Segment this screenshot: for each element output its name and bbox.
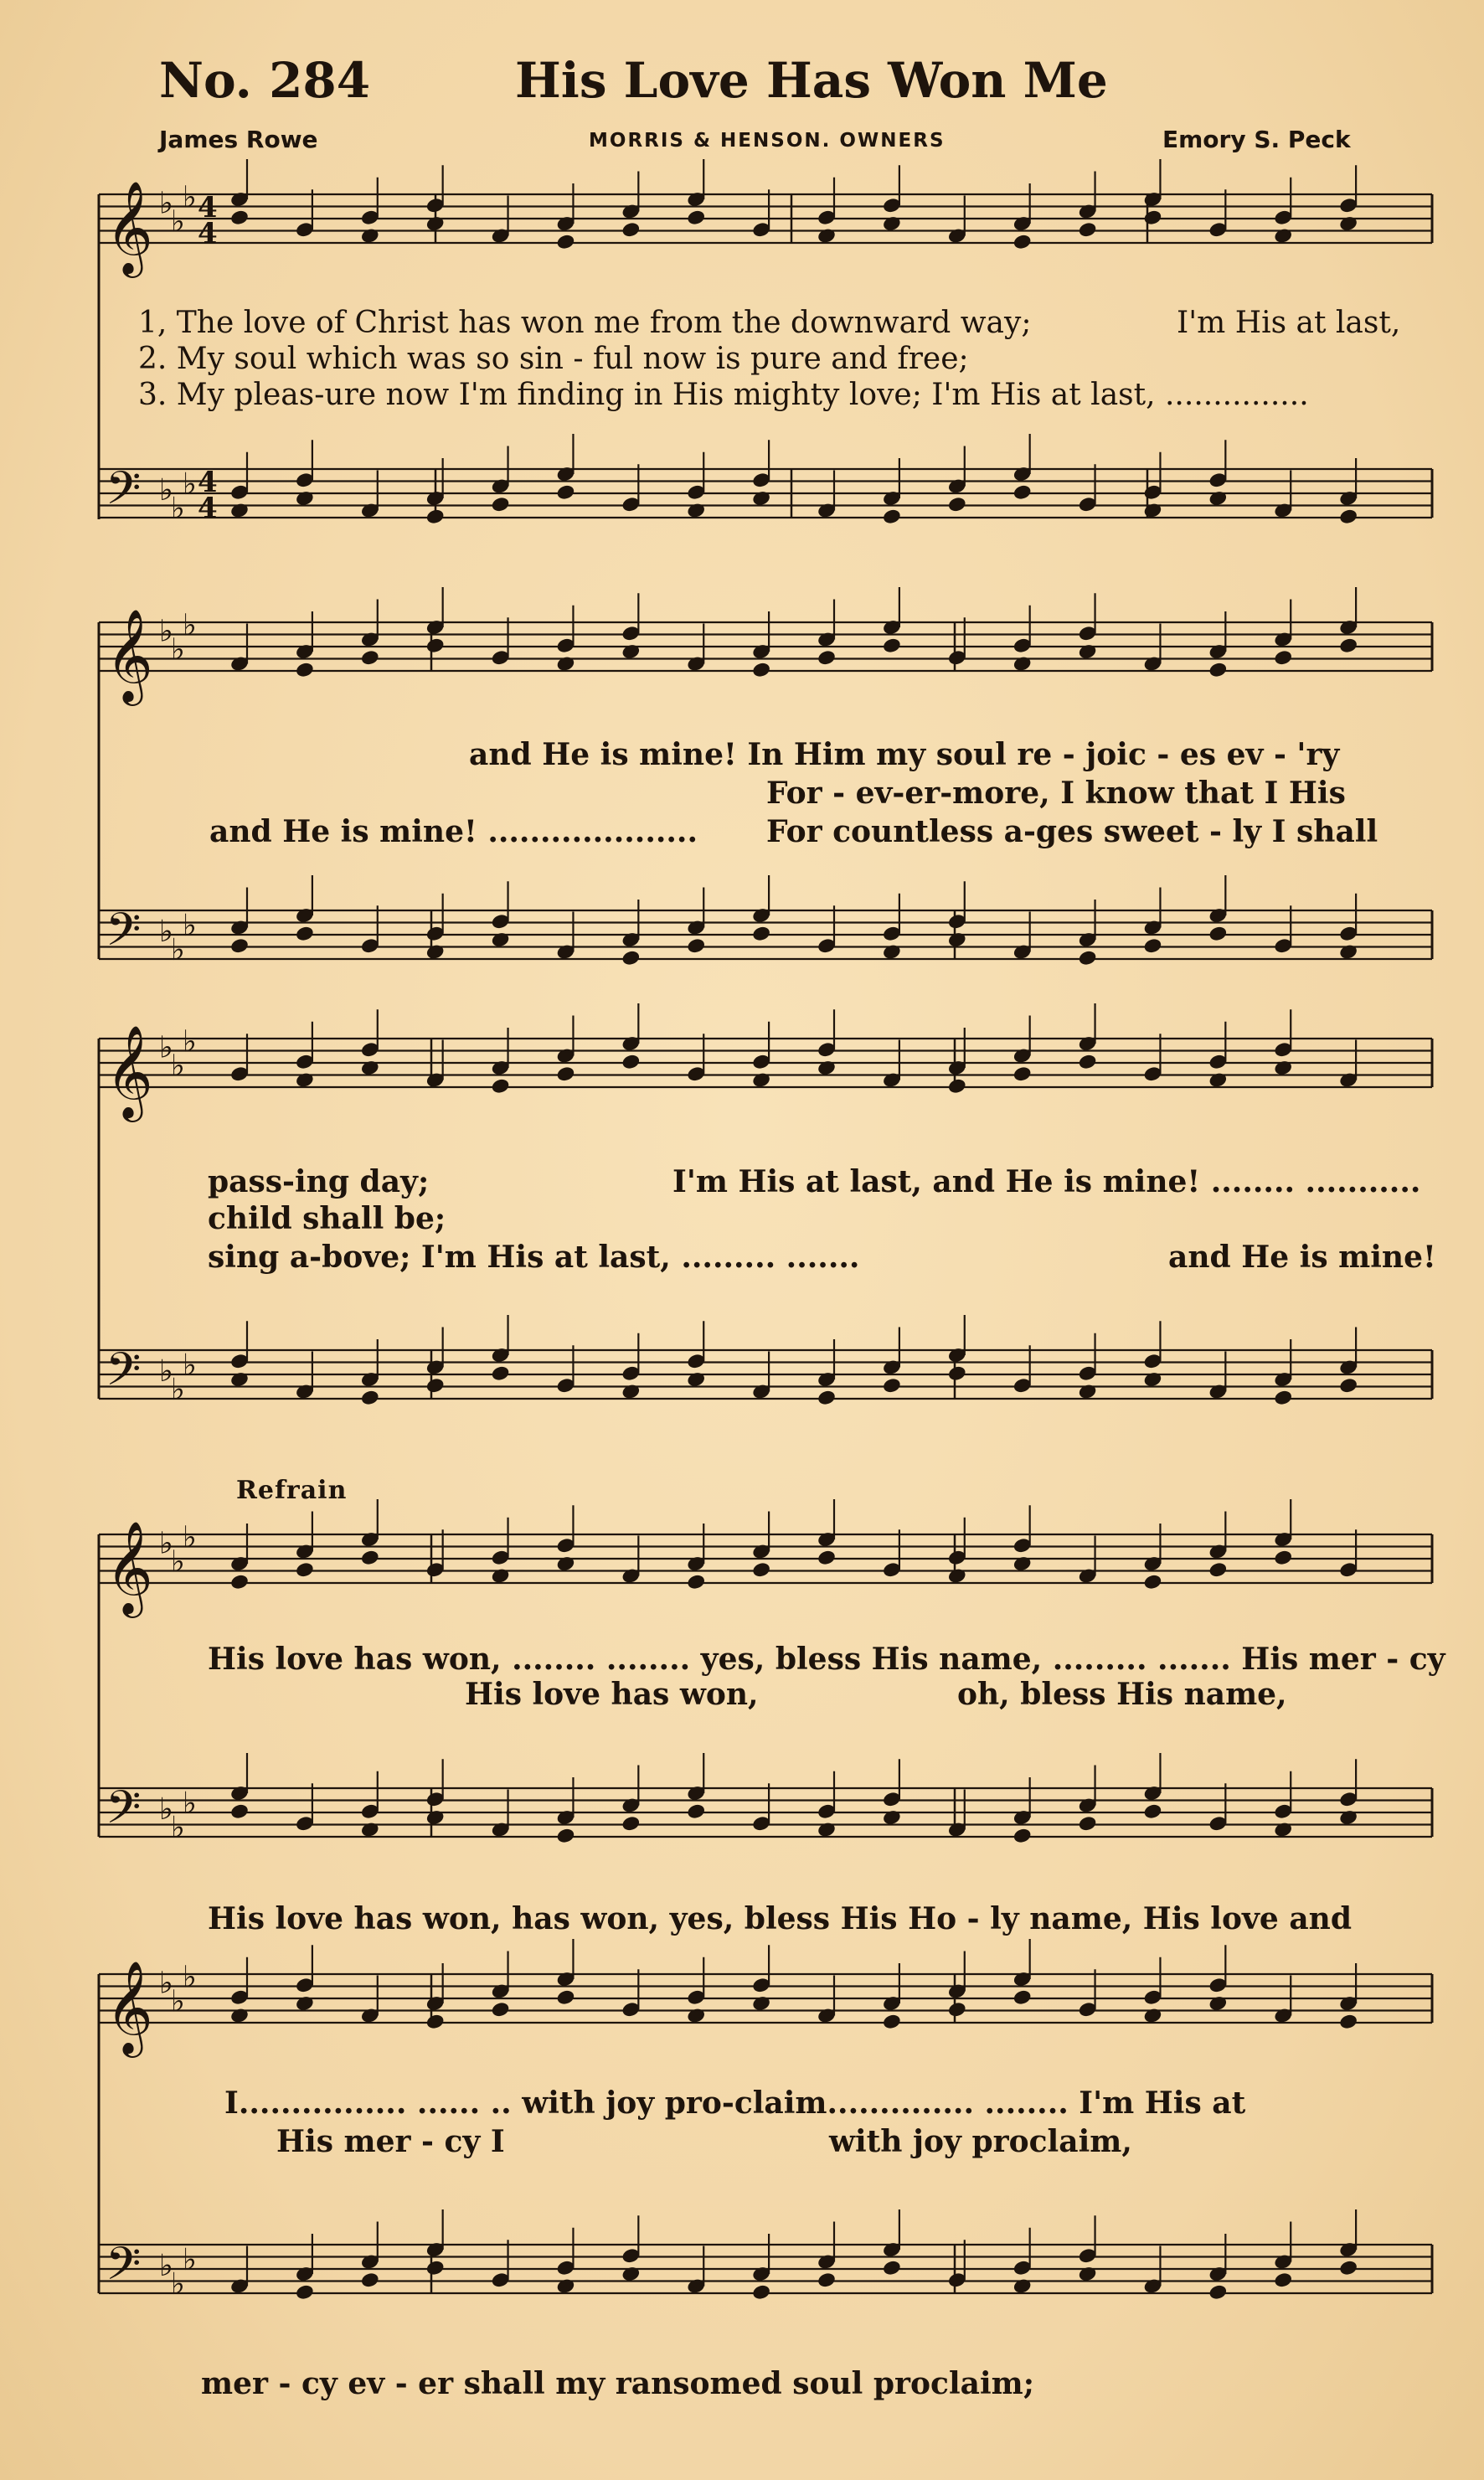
note-head [295, 1995, 315, 2013]
note-head [229, 502, 250, 519]
note-head [1142, 1573, 1162, 1591]
refrain-line-1-mid-b: oh, bless His name, [957, 1677, 1287, 1712]
time-signature-top: 4 [198, 466, 218, 499]
note-head [555, 233, 575, 250]
system-3-verse-2: child shall be; [208, 1201, 446, 1236]
note-head [817, 1389, 837, 1406]
system-3-verse-1a: pass-ing day; [208, 1164, 430, 1199]
note-head [1338, 215, 1358, 233]
note-head [1208, 2283, 1228, 2301]
verse-1-lyric: 1, The love of Christ has won me from the downward way; [138, 306, 1032, 340]
note-head [751, 1071, 771, 1089]
note-head [425, 215, 446, 233]
time-signature-top: 4 [198, 191, 218, 224]
flat-icon: ♭ [171, 632, 185, 668]
note-head [1208, 490, 1228, 508]
note-head [1078, 1053, 1098, 1070]
note-head [1142, 937, 1162, 955]
flat-icon: ♭ [159, 614, 173, 649]
note-head [751, 661, 771, 678]
flat-icon: ♭ [183, 1348, 197, 1383]
note-head [1338, 943, 1358, 961]
note-head [686, 2007, 706, 2024]
bass-clef-icon: 𝄢 [106, 1781, 142, 1845]
note-head [555, 2277, 575, 2295]
refrain-line-1-mid-a: His love has won, [465, 1677, 759, 1712]
note-head [1273, 1389, 1293, 1406]
note-head [882, 637, 902, 654]
note-head [229, 937, 250, 955]
system-2-verse-3a: and He is mine! .................... [209, 814, 698, 849]
note-head [817, 649, 837, 667]
note-head [1338, 1377, 1358, 1395]
note-head [555, 1555, 575, 1573]
note-head [295, 925, 315, 942]
flat-icon: ♭ [159, 2249, 173, 2283]
note-head [425, 508, 446, 525]
note-head [621, 643, 641, 661]
note-head [751, 2283, 771, 2301]
flat-icon: ♭ [159, 1526, 173, 1561]
note-head [1078, 1815, 1098, 1833]
note-head [425, 637, 446, 654]
note-head [751, 1995, 771, 2013]
note-head [491, 1567, 511, 1585]
note-head [491, 2001, 511, 2019]
flat-icon: ♭ [183, 2242, 197, 2277]
note-head [295, 2283, 315, 2301]
note-head [295, 490, 315, 508]
flat-icon: ♭ [171, 204, 185, 240]
lyricist-credit: James Rowe [159, 126, 318, 153]
flat-icon: ♭ [171, 1544, 185, 1580]
flat-icon: ♭ [171, 1372, 185, 1407]
note-head [686, 1802, 706, 1820]
note-head [555, 1988, 575, 2006]
note-head [1142, 2007, 1162, 2024]
note-head [621, 1383, 641, 1400]
note-head [1273, 1060, 1293, 1077]
note-head [555, 1065, 575, 1083]
note-head [229, 2007, 250, 2024]
note-head [947, 1567, 967, 1585]
note-head [491, 1364, 511, 1382]
note-head [686, 502, 706, 519]
note-head [555, 483, 575, 501]
treble-clef-icon: 𝄞 [106, 608, 153, 702]
verse-1-lyric-end: I'm His at last, [1177, 306, 1401, 340]
note-head [947, 1364, 967, 1382]
note-head [295, 661, 315, 678]
note-head [751, 490, 771, 508]
note-head [1338, 2013, 1358, 2030]
flat-icon: ♭ [159, 1030, 173, 1065]
flat-icon: ♭ [171, 1049, 185, 1084]
note-head [1013, 1065, 1033, 1083]
note-head [360, 1821, 380, 1838]
note-head [817, 1060, 837, 1077]
note-head [1078, 221, 1098, 239]
note-head [686, 209, 706, 226]
note-head [621, 1815, 641, 1833]
note-head [1208, 1561, 1228, 1579]
flat-icon: ♭ [171, 491, 185, 526]
flat-icon: ♭ [171, 2266, 185, 2302]
flat-icon: ♭ [183, 1960, 197, 1995]
verse-3-lyric: 3. My pleas-ure now I'm finding in His mighty love; I'm His at last, ............... [138, 378, 1309, 412]
note-head [621, 221, 641, 239]
note-head [1273, 227, 1293, 245]
note-head [686, 1371, 706, 1389]
note-head [1013, 655, 1033, 673]
note-head [1273, 1821, 1293, 1838]
note-head [1142, 209, 1162, 226]
note-head [1338, 1809, 1358, 1827]
note-head [1013, 483, 1033, 501]
note-head [1013, 1827, 1033, 1844]
note-head [1078, 643, 1098, 661]
note-head [882, 215, 902, 233]
note-head [817, 1821, 837, 1838]
flat-icon: ♭ [159, 1792, 173, 1827]
note-head [1208, 1071, 1228, 1089]
verse-2-lyric: 2. My soul which was so sin - ful now is pure and free; [138, 342, 969, 376]
flat-icon: ♭ [183, 1024, 197, 1060]
system-3-verse-1b: I'm His at last, and He is mine! ........ ........... [672, 1164, 1421, 1199]
note-head [621, 1053, 641, 1070]
note-head [621, 949, 641, 967]
time-signature-bottom: 4 [198, 217, 218, 250]
note-head [947, 1077, 967, 1095]
refrain-line-2-bottom: mer - cy ev - er shall my ransomed soul proclaim; [201, 2366, 1035, 2401]
note-head [621, 2266, 641, 2283]
bass-clef-icon: 𝄢 [106, 2237, 142, 2302]
note-head [1142, 1802, 1162, 1820]
system-2-verse-2: For - ev-er-more, I know that I His [766, 776, 1346, 811]
flat-icon: ♭ [171, 932, 185, 967]
treble-clef-icon: 𝄞 [106, 1024, 153, 1118]
note-head [1273, 1549, 1293, 1566]
note-head [882, 1377, 902, 1395]
note-head [360, 227, 380, 245]
note-head [425, 2259, 446, 2276]
hymn-title: His Love Has Won Me [515, 52, 1108, 109]
refrain-line-1-bottom: His love has won, has won, yes, bless His Ho - ly name, His love and [208, 1901, 1353, 1936]
owners-credit: MORRIS & HENSON. OWNERS [589, 130, 946, 152]
note-head [817, 1549, 837, 1566]
flat-icon: ♭ [183, 908, 197, 943]
note-head [1338, 508, 1358, 525]
system-3-verse-3b: and He is mine! [1168, 1240, 1436, 1275]
note-head [295, 1561, 315, 1579]
note-head [882, 1809, 902, 1827]
flat-icon: ♭ [159, 186, 173, 221]
note-head [1013, 2277, 1033, 2295]
note-head [555, 655, 575, 673]
note-head [751, 925, 771, 942]
flat-icon: ♭ [159, 473, 173, 508]
system-3-verse-3a: sing a-bove; I'm His at last, ......... ....... [208, 1240, 860, 1275]
note-head [360, 649, 380, 667]
note-head [817, 227, 837, 245]
flat-icon: ♭ [183, 1520, 197, 1555]
note-head [491, 931, 511, 949]
bass-clef-icon: 𝄢 [106, 1343, 142, 1407]
bass-clef-icon: 𝄢 [106, 903, 142, 967]
system-2-verse-1: and He is mine! In Him my soul re - joic - es ev - 'ry [469, 737, 1340, 772]
note-head [882, 508, 902, 525]
flat-icon: ♭ [171, 1810, 185, 1845]
note-head [1273, 649, 1293, 667]
note-head [360, 1060, 380, 1077]
note-head [947, 2001, 967, 2019]
note-head [1338, 2259, 1358, 2276]
note-head [425, 2013, 446, 2030]
note-head [882, 2013, 902, 2030]
note-head [425, 1809, 446, 1827]
treble-clef-icon: 𝄞 [106, 1520, 153, 1614]
bass-clef-icon: 𝄢 [106, 461, 142, 526]
flat-icon: ♭ [171, 1984, 185, 2019]
note-head [229, 1371, 250, 1389]
refrain-line-2-top: I................ ...... .. with joy pro-claim.............. ........ I'm His at [224, 2086, 1246, 2121]
note-head [947, 931, 967, 949]
time-signature-bottom: 4 [198, 492, 218, 525]
treble-clef-icon: 𝄞 [106, 180, 153, 274]
note-head [1142, 1371, 1162, 1389]
flat-icon: ♭ [183, 180, 197, 215]
note-head [1273, 2271, 1293, 2289]
note-head [425, 1377, 446, 1395]
system-2-verse-3b: For countless a-ges sweet - ly I shall [766, 814, 1378, 849]
flat-icon: ♭ [183, 1786, 197, 1821]
note-head [1013, 1988, 1033, 2006]
note-head [229, 1802, 250, 1820]
note-head [1208, 661, 1228, 678]
note-head [1013, 1555, 1033, 1573]
flat-icon: ♭ [159, 1966, 173, 2001]
note-head [295, 1071, 315, 1089]
note-head [1142, 502, 1162, 519]
note-head [1078, 2266, 1098, 2283]
refrain-line-1-top: His love has won, ........ ........ yes, bless His name, ......... ....... His mer - cy [208, 1642, 1445, 1677]
flat-icon: ♭ [183, 467, 197, 502]
note-head [751, 1561, 771, 1579]
flat-icon: ♭ [159, 1354, 173, 1389]
note-head [817, 2271, 837, 2289]
refrain-label: Refrain [236, 1476, 348, 1505]
note-head [360, 1549, 380, 1566]
refrain-line-2-mid-b: with joy proclaim, [829, 2124, 1132, 2159]
note-head [1013, 233, 1033, 250]
note-head [491, 1077, 511, 1095]
note-head [1338, 637, 1358, 654]
flat-icon: ♭ [183, 608, 197, 643]
note-head [686, 937, 706, 955]
note-head [1208, 1995, 1228, 2013]
note-head [1208, 925, 1228, 942]
note-head [360, 2271, 380, 2289]
note-head [686, 1573, 706, 1591]
note-head [555, 1827, 575, 1844]
note-head [947, 496, 967, 513]
note-head [425, 943, 446, 961]
note-head [1078, 1383, 1098, 1400]
refrain-line-2-mid-a: His mer - cy I [276, 2124, 505, 2159]
note-head [882, 2259, 902, 2276]
note-head [229, 209, 250, 226]
note-head [229, 1573, 250, 1591]
treble-clef-icon: 𝄞 [106, 1960, 153, 2054]
note-head [882, 943, 902, 961]
note-head [491, 496, 511, 513]
note-head [360, 1389, 380, 1406]
note-head [1078, 949, 1098, 967]
flat-icon: ♭ [159, 915, 173, 949]
composer-credit: Emory S. Peck [1162, 126, 1351, 153]
hymn-number: No. 284 [159, 52, 371, 109]
